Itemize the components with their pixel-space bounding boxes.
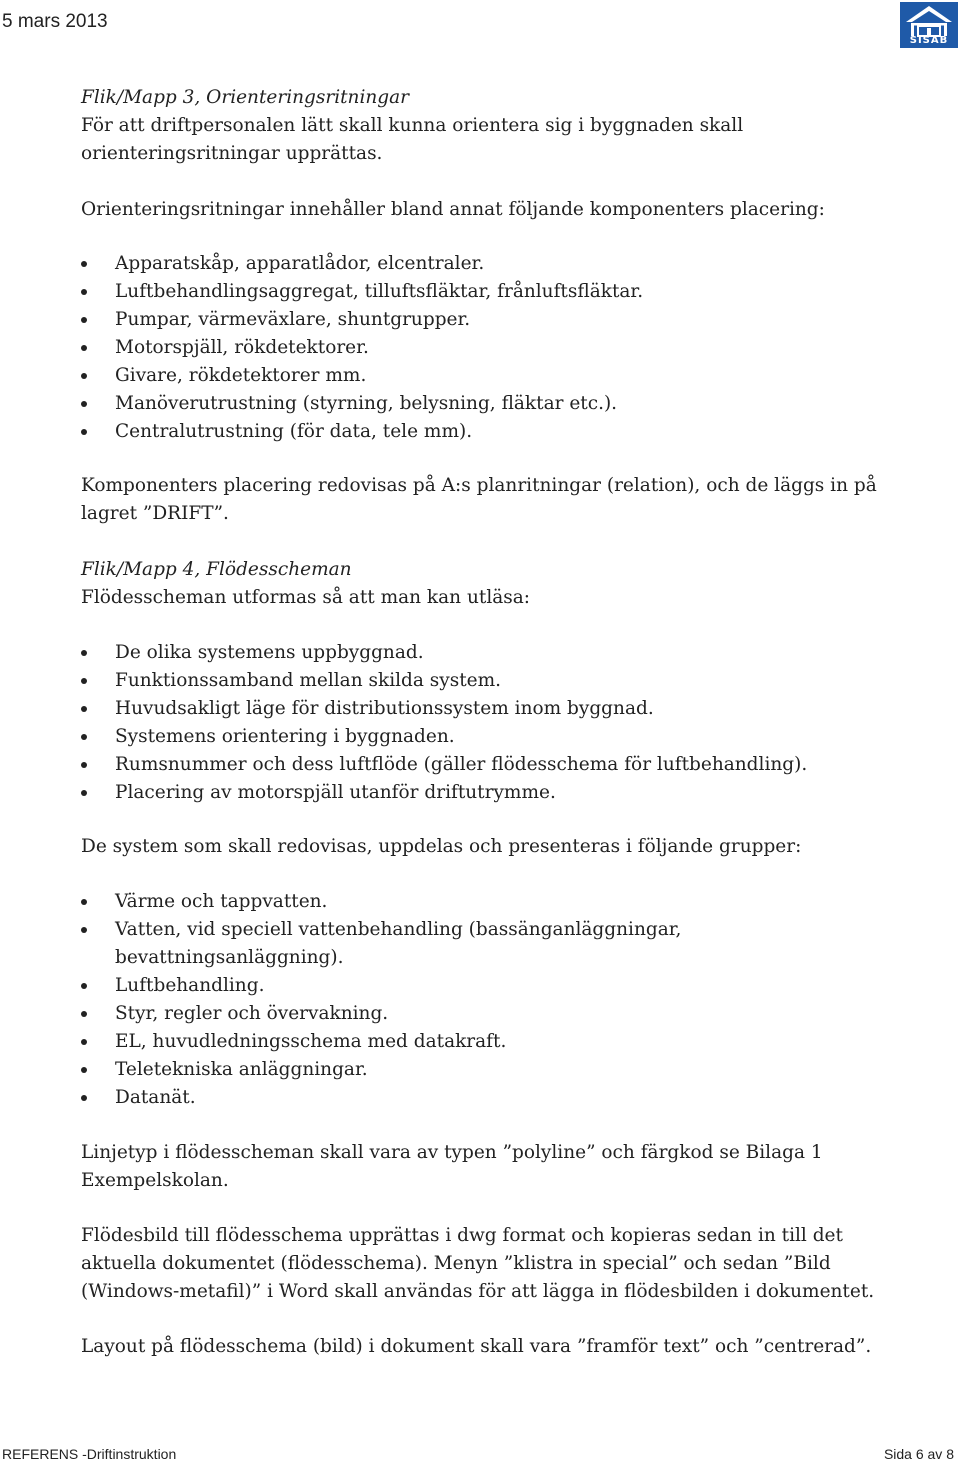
paragraph-line: Flödesbild till flödesschema upprättas i dwg format och kopieras sedan in till det xyxy=(81,1225,843,1246)
layout-paragraph: Layout på flödesschema (bild) i dokument skall vara ”framför text” och ”centrerad”. xyxy=(81,1336,872,1357)
paragraph-line: (Windows-metafil)” i Word skall användas för att lägga in flödesbilden i dokumentet. xyxy=(81,1281,875,1302)
list-item: Systemens orientering i byggnaden. xyxy=(81,723,901,751)
bullet-icon xyxy=(81,401,87,407)
list-item: Värme och tappvatten. xyxy=(81,888,901,916)
bullet-icon xyxy=(81,1011,87,1017)
list-item: Funktionssamband mellan skilda system. xyxy=(81,667,901,695)
list-item: De olika systemens uppbyggnad. xyxy=(81,639,901,667)
list-item: Motorspjäll, rökdetektorer. xyxy=(81,334,901,362)
sisab-logo xyxy=(900,2,958,48)
logo-text: SISAB xyxy=(909,35,949,46)
bullet-icon xyxy=(81,790,87,796)
list-item: Pumpar, värmeväxlare, shuntgrupper. xyxy=(81,306,901,334)
paragraph-line: Linjetyp i flödesscheman skall vara av typen ”polyline” och färgkod se Bilaga 1 xyxy=(81,1142,823,1163)
bullet-icon xyxy=(81,706,87,712)
bullet-icon xyxy=(81,1067,87,1073)
bullet-icon xyxy=(81,261,87,267)
section-4-lead: Flödesscheman utformas så att man kan utläsa: xyxy=(81,587,531,608)
list-item: Teletekniska anläggningar. xyxy=(81,1056,901,1084)
system-groups-list xyxy=(81,888,901,1112)
bullet-icon xyxy=(81,927,87,933)
list-item: Centralutrustning (för data, tele mm). xyxy=(81,418,901,446)
section-4-heading: Flik/Mapp 4, Flödesscheman xyxy=(81,559,352,580)
bullet-icon xyxy=(81,317,87,323)
footer-document-title: REFERENS -Driftinstruktion xyxy=(2,1446,177,1462)
list-item: Styr, regler och övervakning. xyxy=(81,1000,901,1028)
groups-lead: De system som skall redovisas, uppdelas och presenteras i följande grupper: xyxy=(81,836,802,857)
linetype-paragraph xyxy=(81,1139,901,1195)
footer-page-number: Sida 6 av 8 xyxy=(883,1446,954,1462)
section-3-note xyxy=(81,472,901,528)
bullet-icon xyxy=(81,345,87,351)
flowchart-image-paragraph xyxy=(81,1222,901,1306)
bullet-icon xyxy=(81,678,87,684)
list-item: Rumsnummer och dess luftflöde (gäller flödesschema för luftbehandling). xyxy=(81,751,901,779)
bullet-icon xyxy=(81,429,87,435)
list-item: Givare, rökdetektorer mm. xyxy=(81,362,901,390)
list-item: Apparatskåp, apparatlådor, elcentraler. xyxy=(81,250,901,278)
bullet-icon xyxy=(81,983,87,989)
paragraph-line: Exempelskolan. xyxy=(81,1170,229,1191)
bullet-icon xyxy=(81,899,87,905)
list-item: Vatten, vid speciell vattenbehandling (bassänganläggningar, bevattningsanläggning). xyxy=(81,916,901,972)
section-3-intro xyxy=(81,112,901,168)
intro-line: orienteringsritningar upprättas. xyxy=(81,143,383,164)
bullet-icon xyxy=(81,762,87,768)
list-item: Datanät. xyxy=(81,1084,901,1112)
list-item: Huvudsakligt läge för distributionssystem inom byggnad. xyxy=(81,695,901,723)
list-item: Luftbehandlingsaggregat, tilluftsfläktar, frånluftsfläktar. xyxy=(81,278,901,306)
section-4-readout-list xyxy=(81,639,901,807)
bullet-icon xyxy=(81,734,87,740)
bullet-icon xyxy=(81,1095,87,1101)
header-date: 5 mars 2013 xyxy=(2,11,108,32)
list-item: Manöverutrustning (styrning, belysning, fläktar etc.). xyxy=(81,390,901,418)
list-item: Placering av motorspjäll utanför driftutrymme. xyxy=(81,779,901,807)
bullet-icon xyxy=(81,1039,87,1045)
intro-line: För att driftpersonalen lätt skall kunna orientera sig i byggnaden skall xyxy=(81,115,744,136)
list-item: EL, huvudledningsschema med datakraft. xyxy=(81,1028,901,1056)
section-3-lead: Orienteringsritningar innehåller bland annat följande komponenters placering: xyxy=(81,199,825,220)
list-item: Luftbehandling. xyxy=(81,972,901,1000)
paragraph-line: aktuella dokumentet (flödesschema). Menyn ”klistra in special” och sedan ”Bild xyxy=(81,1253,831,1274)
bullet-icon xyxy=(81,650,87,656)
bullet-icon xyxy=(81,289,87,295)
section-3-component-list xyxy=(81,250,901,446)
bullet-icon xyxy=(81,373,87,379)
section-3-heading: Flik/Mapp 3, Orienteringsritningar xyxy=(81,87,410,108)
note-line: Komponenters placering redovisas på A:s planritningar (relation), och de läggs in på xyxy=(81,475,877,496)
note-line: lagret ”DRIFT”. xyxy=(81,503,229,524)
